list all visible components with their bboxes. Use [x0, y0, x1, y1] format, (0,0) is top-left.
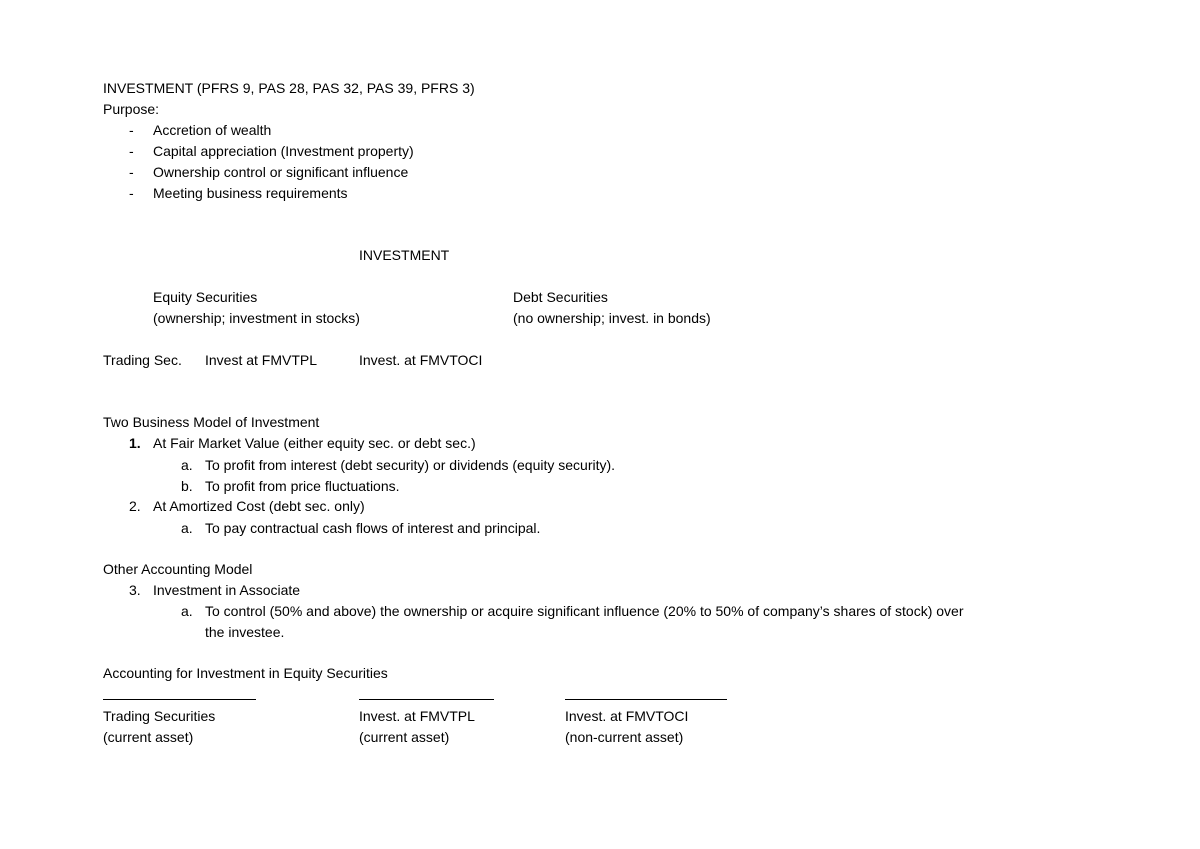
- sub-list-item: To pay contractual cash flows of interest and principal.: [205, 520, 541, 536]
- business-model-heading: Two Business Model of Investment: [103, 414, 320, 430]
- leaf-fmvtoci: Invest. at FMVTOCI: [359, 352, 483, 368]
- leaf-fmvtpl: Invest at FMVTPL: [205, 352, 318, 368]
- accounting-heading: Accounting for Investment in Equity Securities: [103, 665, 388, 681]
- column-rule: [359, 699, 494, 700]
- list-number: 2.: [129, 498, 141, 514]
- column-title-fmvtoci: Invest. at FMVTOCI: [565, 708, 689, 724]
- list-number: 3.: [129, 582, 141, 598]
- column-rule: [103, 699, 256, 700]
- list-letter: b.: [181, 478, 193, 494]
- other-model-heading: Other Accounting Model: [103, 561, 253, 577]
- purpose-item: Meeting business requirements: [153, 185, 348, 201]
- list-item: Investment in Associate: [153, 582, 301, 598]
- equity-securities-desc: (ownership; investment in stocks): [153, 310, 360, 326]
- equity-securities-title: Equity Securities: [153, 289, 258, 305]
- column-class-trading: (current asset): [103, 729, 194, 745]
- sub-list-item: To profit from price fluctuations.: [205, 478, 400, 494]
- bullet-dash: -: [129, 164, 134, 180]
- bullet-dash: -: [129, 185, 134, 201]
- column-rule: [565, 699, 727, 700]
- purpose-label: Purpose:: [103, 101, 160, 117]
- column-title-trading: Trading Securities: [103, 708, 216, 724]
- column-class-fmvtoci: (non-current asset): [565, 729, 684, 745]
- bullet-dash: -: [129, 122, 134, 138]
- debt-securities-desc: (no ownership; invest. in bonds): [513, 310, 711, 326]
- column-class-fmvtpl: (current asset): [359, 729, 450, 745]
- sub-list-item-line2: the investee.: [205, 624, 285, 640]
- list-item: At Amortized Cost (debt sec. only): [153, 498, 365, 514]
- leaf-trading-sec: Trading Sec.: [103, 352, 182, 368]
- purpose-item: Ownership control or significant influence: [153, 164, 409, 180]
- document-title: INVESTMENT (PFRS 9, PAS 28, PAS 32, PAS 39, PFRS 3): [103, 80, 475, 96]
- list-letter: a.: [181, 603, 193, 619]
- list-number: 1.: [129, 435, 141, 451]
- column-title-fmvtpl: Invest. at FMVTPL: [359, 708, 475, 724]
- list-letter: a.: [181, 457, 193, 473]
- purpose-item: Capital appreciation (Investment property): [153, 143, 414, 159]
- list-item: At Fair Market Value (either equity sec. or debt sec.): [153, 435, 476, 451]
- sub-list-item: To profit from interest (debt security) or dividends (equity security).: [205, 457, 616, 473]
- debt-securities-title: Debt Securities: [513, 289, 608, 305]
- diagram-root: INVESTMENT: [359, 247, 450, 263]
- sub-list-item-line1: To control (50% and above) the ownership or acquire significant influence (20% to 50% of company’s shares of stock) over: [205, 603, 964, 619]
- list-letter: a.: [181, 520, 193, 536]
- bullet-dash: -: [129, 143, 134, 159]
- purpose-item: Accretion of wealth: [153, 122, 272, 138]
